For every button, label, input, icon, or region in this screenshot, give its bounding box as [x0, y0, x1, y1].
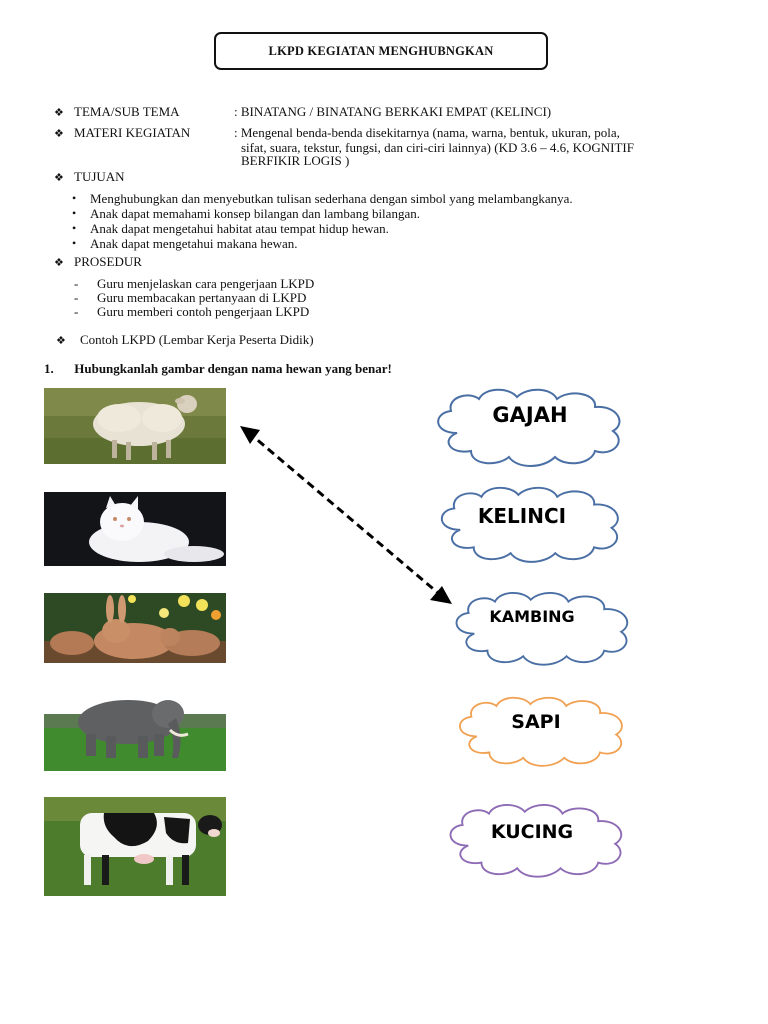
tema-value: : BINATANG / BINATANG BERKAKI EMPAT (KELINCI): [234, 104, 552, 119]
sheep-picture[interactable]: [44, 388, 226, 464]
question-text: Hubungkanlah gambar dengan nama hewan yang benar!: [74, 361, 392, 376]
elephant-picture[interactable]: [44, 692, 226, 771]
question-number: 1.: [44, 361, 54, 376]
diamond-bullet-icon: ❖: [56, 335, 66, 347]
tujuan-list: [72, 191, 573, 251]
list-item: • Anak dapat memahami konsep bilangan dan lambang bilangan.: [72, 206, 573, 221]
tema-label: TEMA/SUB TEMA: [74, 104, 180, 119]
diamond-bullet-icon: ❖: [54, 257, 64, 269]
cloud-label-gajah: GAJAH: [492, 403, 568, 427]
worksheet-title-text: LKPD KEGIATAN MENGHUBNGKAN: [268, 43, 494, 58]
tema-row: [54, 104, 551, 121]
cat-picture[interactable]: [44, 492, 226, 566]
diamond-bullet-icon: ❖: [54, 128, 64, 140]
materi-line-3: BERFIKIR LOGIS ): [241, 153, 350, 168]
question: [44, 361, 392, 377]
list-item: • Menghubungkan dan menyebutkan tulisan sederhana dengan simbol yang melambangkanya.: [72, 191, 573, 206]
tujuan-heading: [54, 169, 125, 186]
cloud-label-sapi: SAPI: [511, 711, 561, 733]
materi-label: MATERI KEGIATAN: [74, 125, 191, 140]
list-item: • Anak dapat mengetahui habitat atau tempat hidup hewan.: [72, 221, 573, 236]
diamond-bullet-icon: ❖: [54, 172, 64, 184]
materi-line-1: : Mengenal benda-benda disekitarnya (nama, warna, bentuk, ukuran, pola,: [234, 125, 620, 140]
cloud-kambing[interactable]: [446, 590, 640, 666]
list-item: • Anak dapat mengetahui makana hewan.: [72, 236, 573, 251]
contoh-row: [56, 332, 314, 349]
diamond-bullet-icon: ❖: [54, 107, 64, 119]
cloud-label-kucing: KUCING: [490, 821, 574, 843]
cloud-label-kelinci: KELINCI: [477, 504, 567, 528]
cloud-gajah[interactable]: [427, 387, 633, 467]
tujuan-label: TUJUAN: [74, 169, 125, 184]
cow-picture[interactable]: [44, 797, 226, 896]
contoh-label: Contoh LKPD (Lembar Kerja Peserta Didik): [80, 332, 314, 347]
worksheet-title: [214, 32, 548, 70]
prosedur-list: [72, 277, 314, 319]
rabbits-picture[interactable]: [44, 593, 226, 663]
list-item: - Guru membacakan pertanyaan di LKPD: [72, 291, 314, 305]
prosedur-heading: [54, 254, 142, 271]
list-item: - Guru memberi contoh pengerjaan LKPD: [72, 305, 314, 319]
prosedur-label: PROSEDUR: [74, 254, 142, 269]
cloud-label-kambing: KAMBING: [489, 607, 575, 626]
list-item: - Guru menjelaskan cara pengerjaan LKPD: [72, 277, 314, 291]
materi-line-2: sifat, suara, tekstur, fungsi, dan ciri-ciri lainnya) (KD 3.6 – 4.6, KOGNITIF: [241, 140, 634, 155]
